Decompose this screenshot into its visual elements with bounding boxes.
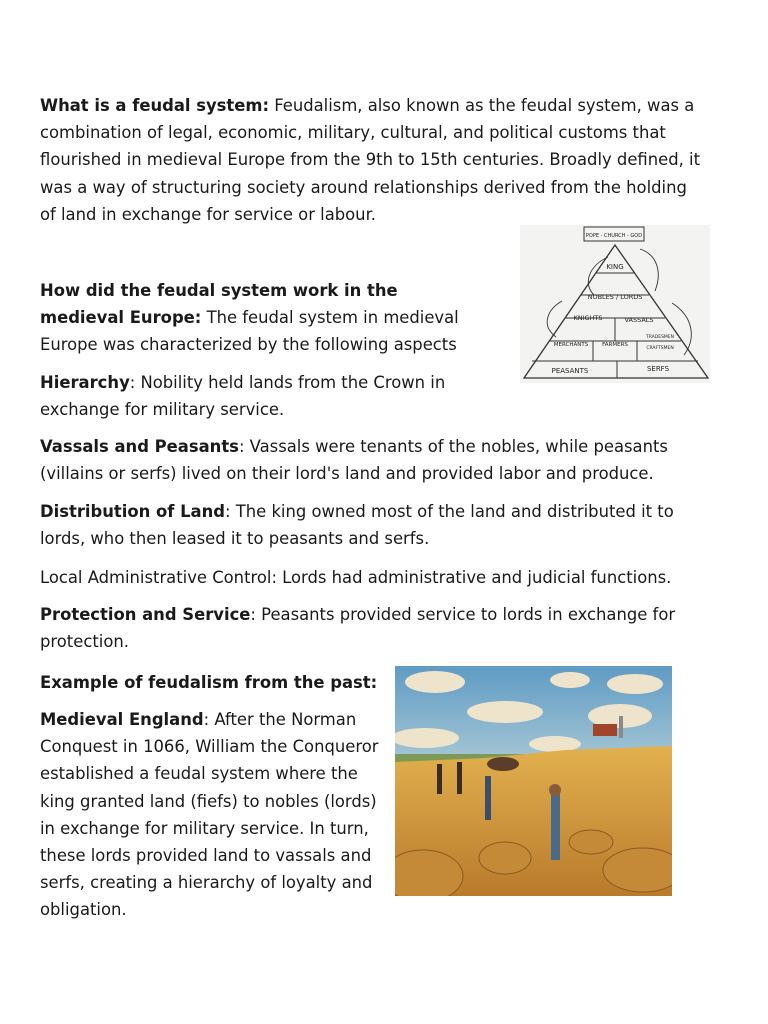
vassals-paragraph	[40, 433, 690, 487]
pyramid-arrow-icon	[547, 301, 562, 337]
england-paragraph	[40, 706, 385, 924]
pyramid-knights: KNIGHTS	[573, 314, 603, 322]
pyramid-peasants: PEASANTS	[551, 367, 589, 375]
pyramid-vassals: VASSALS	[624, 316, 654, 324]
hierarchy-term: Hierarchy	[40, 373, 130, 392]
feudal-pyramid-diagram	[520, 225, 710, 383]
pyramid-king: KING	[606, 263, 624, 271]
protection-paragraph	[40, 601, 690, 655]
painting-horses	[487, 757, 519, 771]
hierarchy-paragraph	[40, 369, 480, 423]
vassals-term: Vassals and Peasants	[40, 437, 239, 456]
intro-heading: What is a feudal system:	[40, 96, 270, 115]
england-term: Medieval England	[40, 710, 204, 729]
vassals-text: : Vassals were tenants of the nobles, while peasants (villains or serfs) lived on their lord's land and provided labor and produce.	[40, 437, 668, 484]
how-paragraph	[40, 277, 480, 359]
pyramid-serfs: SERFS	[646, 365, 670, 373]
pyramid-merchants: MERCHANTS	[553, 342, 589, 348]
pyramid-top-label: POPE - CHURCH - GOD	[585, 233, 643, 239]
protection-text: : Peasants provided service to lords in exchange for protection.	[40, 605, 676, 652]
intro-text: Feudalism, also known as the feudal system, was a combination of legal, economic, military, cultural, and political customs that flourished in medieval Europe from the 9th to 15th centuries. Broadly defined, it was a way of structuring society around relationships derived from the holding of land in exchange for service or labour.	[40, 96, 701, 224]
distribution-term: Distribution of Land	[40, 502, 226, 521]
how-text: The feudal system in medieval Europe was characterized by the following aspects	[40, 308, 459, 355]
pyramid-arrow-icon	[672, 303, 691, 355]
protection-term: Protection and Service	[40, 605, 251, 624]
example-heading-paragraph	[40, 669, 380, 696]
pyramid-tradesmen: TRADESMEN	[645, 335, 675, 340]
pyramid-farmers: FARMERS	[602, 342, 628, 348]
intro-paragraph	[40, 92, 700, 228]
distribution-paragraph	[40, 498, 690, 552]
example-heading: Example of feudalism from the past:	[40, 673, 378, 692]
local-control-paragraph	[40, 564, 720, 591]
distribution-text: : The king owned most of the land and distributed it to lords, who then leased it to peasants and serfs.	[40, 502, 674, 549]
harvest-painting	[395, 666, 672, 896]
local-control-text: Local Administrative Control: Lords had administrative and judicial functions.	[40, 568, 672, 587]
pyramid-arrow-icon	[588, 257, 608, 295]
how-heading: How did the feudal system work in the medieval Europe:	[40, 281, 398, 328]
hierarchy-text: : Nobility held lands from the Crown in exchange for military service.	[40, 373, 446, 420]
england-text: : After the Norman Conquest in 1066, William the Conqueror established a feudal system where the king granted land (fiefs) to nobles (lords) in exchange for military service. In turn, these lords provided land to vassals and serfs, creating a hierarchy of loyalty and obligation.	[40, 710, 379, 920]
pyramid-nobles: NOBLES / LORDS	[587, 293, 643, 301]
pyramid-craftsmen: CRAFTSMEN	[646, 346, 674, 351]
